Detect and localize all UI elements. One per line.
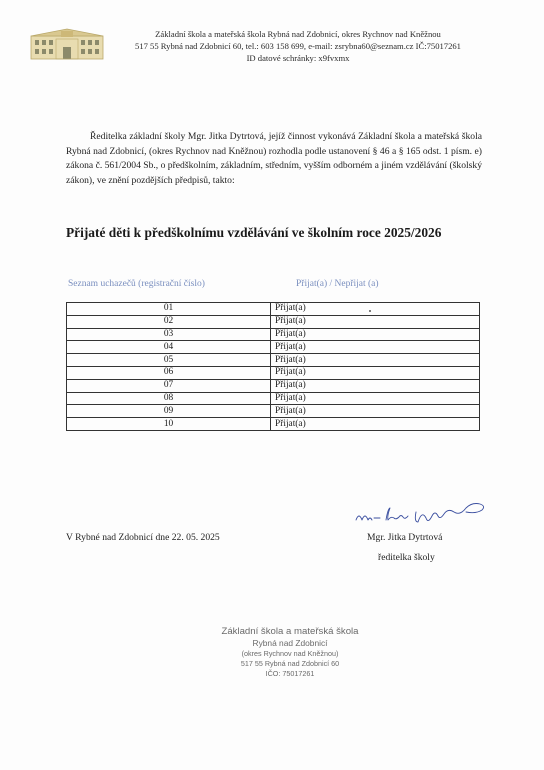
registration-number: 07 xyxy=(67,379,271,392)
registration-number: 01 xyxy=(67,303,271,316)
table-row xyxy=(67,366,480,379)
stamp-line-2: Rybná nad Zdobnicí xyxy=(252,638,328,648)
place-and-date: V Rybné nad Zdobnicí dne 22. 05. 2025 xyxy=(66,532,220,543)
admission-table xyxy=(66,302,480,431)
registration-number: 05 xyxy=(67,354,271,367)
column-caption-result: Přijat(a) / Nepřijat (a) xyxy=(296,279,379,289)
table-row xyxy=(67,303,480,316)
registration-number: 02 xyxy=(67,315,271,328)
table-row xyxy=(67,418,480,431)
table-row xyxy=(67,379,480,392)
admission-result: Přijat(a) xyxy=(271,405,480,418)
admission-result: Přijat(a) xyxy=(271,418,480,431)
signer-role: ředitelka školy xyxy=(378,552,435,563)
admission-result: Přijat(a) xyxy=(271,341,480,354)
admission-result: Přijat(a) xyxy=(271,315,480,328)
stamp-line-3: (okres Rychnov nad Kněžnou) xyxy=(241,649,339,658)
registration-number: 06 xyxy=(67,366,271,379)
table-row xyxy=(67,392,480,405)
letterhead-school-name: Základní škola a mateřská škola Rybná nad Zdobnicí, okres Rychnov nad Kněžnou xyxy=(155,29,441,39)
admission-result: Přijat(a) xyxy=(271,366,480,379)
table-row xyxy=(67,341,480,354)
admission-result: Přijat(a) xyxy=(271,303,480,316)
intro-paragraph xyxy=(66,130,482,188)
letterhead-databox-id: ID datové schránky: x9fvxmx xyxy=(246,53,350,63)
stamp-line-1: Základní škola a mateřská škola xyxy=(221,626,359,637)
letterhead xyxy=(108,28,488,64)
table-row xyxy=(67,315,480,328)
admission-result: Přijat(a) xyxy=(271,354,480,367)
table-row xyxy=(67,405,480,418)
signer-name: Mgr. Jitka Dytrtová xyxy=(367,532,443,543)
registration-number: 09 xyxy=(67,405,271,418)
registration-number: 10 xyxy=(67,418,271,431)
admission-result: Přijat(a) xyxy=(271,379,480,392)
registration-number: 04 xyxy=(67,341,271,354)
admission-result: Přijat(a) xyxy=(271,392,480,405)
registration-number: 03 xyxy=(67,328,271,341)
stamp-line-4: 517 55 Rybná nad Zdobnicí 60 xyxy=(240,659,340,668)
table-row xyxy=(67,328,480,341)
handwritten-signature xyxy=(352,502,512,528)
column-caption-applicants: Seznam uchazečů (registrační číslo) xyxy=(68,279,205,289)
letterhead-contact: 517 55 Rybná nad Zdobnicí 60, tel.: 603 158 699, e-mail: zsrybna60@seznam.cz IČ:75017261 xyxy=(135,41,461,51)
document-heading: Přijaté děti k předškolnímu vzdělávání ve školním roce 2025/2026 xyxy=(66,225,442,240)
intro-text: Ředitelka základní školy Mgr. Jitka Dytrtová, jejíž činnost vykonává Základní škola a mateřská škola Rybná nad Zdobnicí, (okres Rychnov nad Kněžnou) rozhodla podle ustanovení § 46 a § 165 odst. 1 písm. e) zákona č. 561/2004 Sb., o předškolním, základním, středním, vyšším odborném a jiném vzdělávání (školský zákon), ve znění pozdějších předpisů, takto: xyxy=(66,131,482,186)
admission-result: Přijat(a) xyxy=(271,328,480,341)
registration-number: 08 xyxy=(67,392,271,405)
stamp-line-5: IČO: 75017261 xyxy=(265,669,315,678)
scan-speck xyxy=(369,310,371,312)
school-stamp xyxy=(205,626,375,679)
table-row xyxy=(67,354,480,367)
school-building-logo xyxy=(30,28,104,60)
